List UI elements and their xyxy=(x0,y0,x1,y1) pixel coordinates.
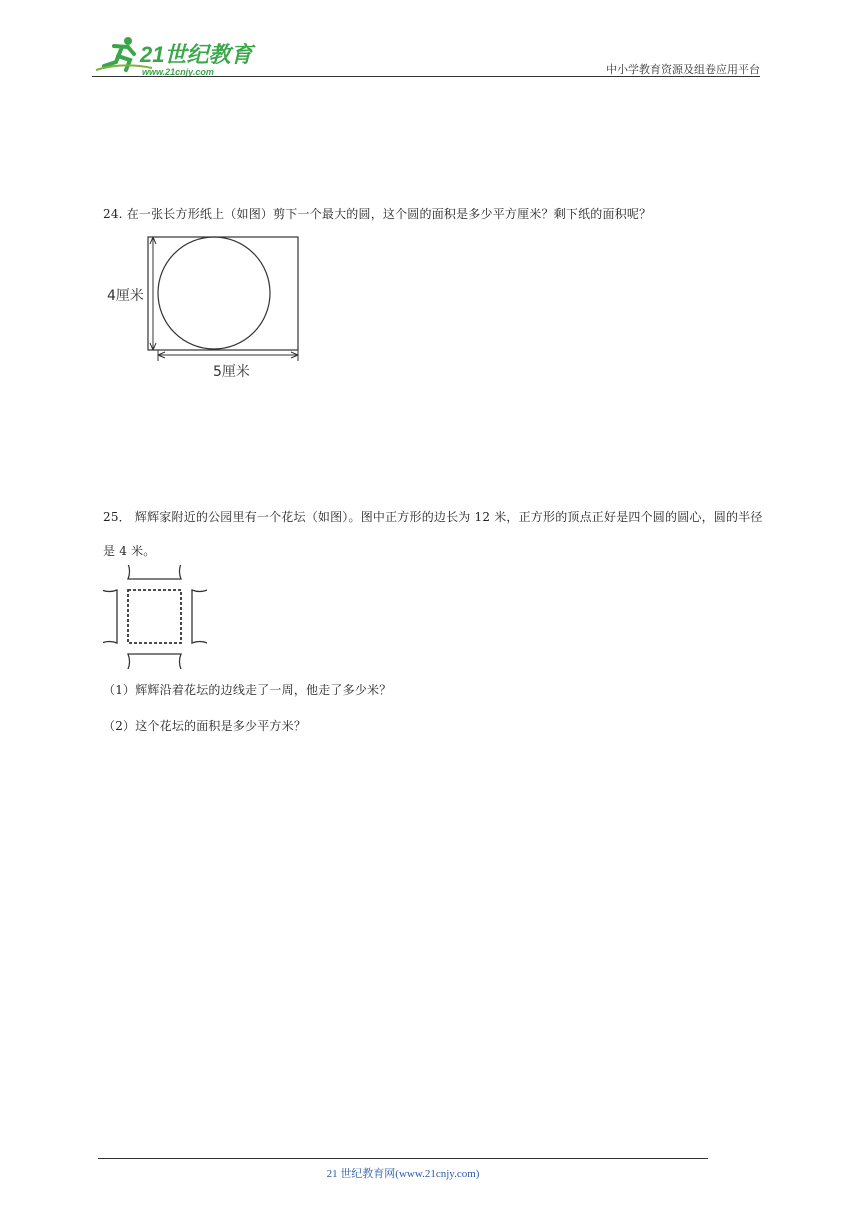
question-25 xyxy=(103,500,768,568)
header-divider xyxy=(92,76,760,77)
rectangle-circle-figure xyxy=(105,230,315,386)
sub-question-2: （2）这个花坛的面积是多少平方米？ xyxy=(103,719,307,733)
question-text: 在一张长方形纸上（如图）剪下一个最大的圆，这个圆的面积是多少平方厘米？剩下纸的面积呢？ xyxy=(126,207,652,221)
footer-link[interactable]: 21 世纪教育网(www.21cnjy.com) xyxy=(326,1168,480,1180)
width-label: 5厘米 xyxy=(213,364,250,380)
height-label: 4厘米 xyxy=(107,288,144,304)
runner-logo-icon xyxy=(92,32,262,80)
question-number: 24. xyxy=(103,207,123,221)
question-number: 25． xyxy=(103,510,131,524)
site-logo xyxy=(92,32,262,80)
question-text: 辉辉家附近的公园里有一个花坛（如图）。图中正方形的边长为 12 米，正方形的顶点正好是四个圆的圆心，圆的半径是 4 米。 xyxy=(103,510,763,558)
logo-text: 21世纪教育 xyxy=(140,42,253,67)
platform-name: 中小学教育资源及组卷应用平台 xyxy=(606,63,760,76)
logo-url: www.21cnjy.com xyxy=(142,67,214,77)
sub-question-1: （1）辉辉沿着花坛的边线走了一周，他走了多少米？ xyxy=(103,683,392,697)
flowerbed-figure xyxy=(103,565,207,673)
question-24 xyxy=(103,204,763,224)
footer-divider xyxy=(98,1158,708,1159)
